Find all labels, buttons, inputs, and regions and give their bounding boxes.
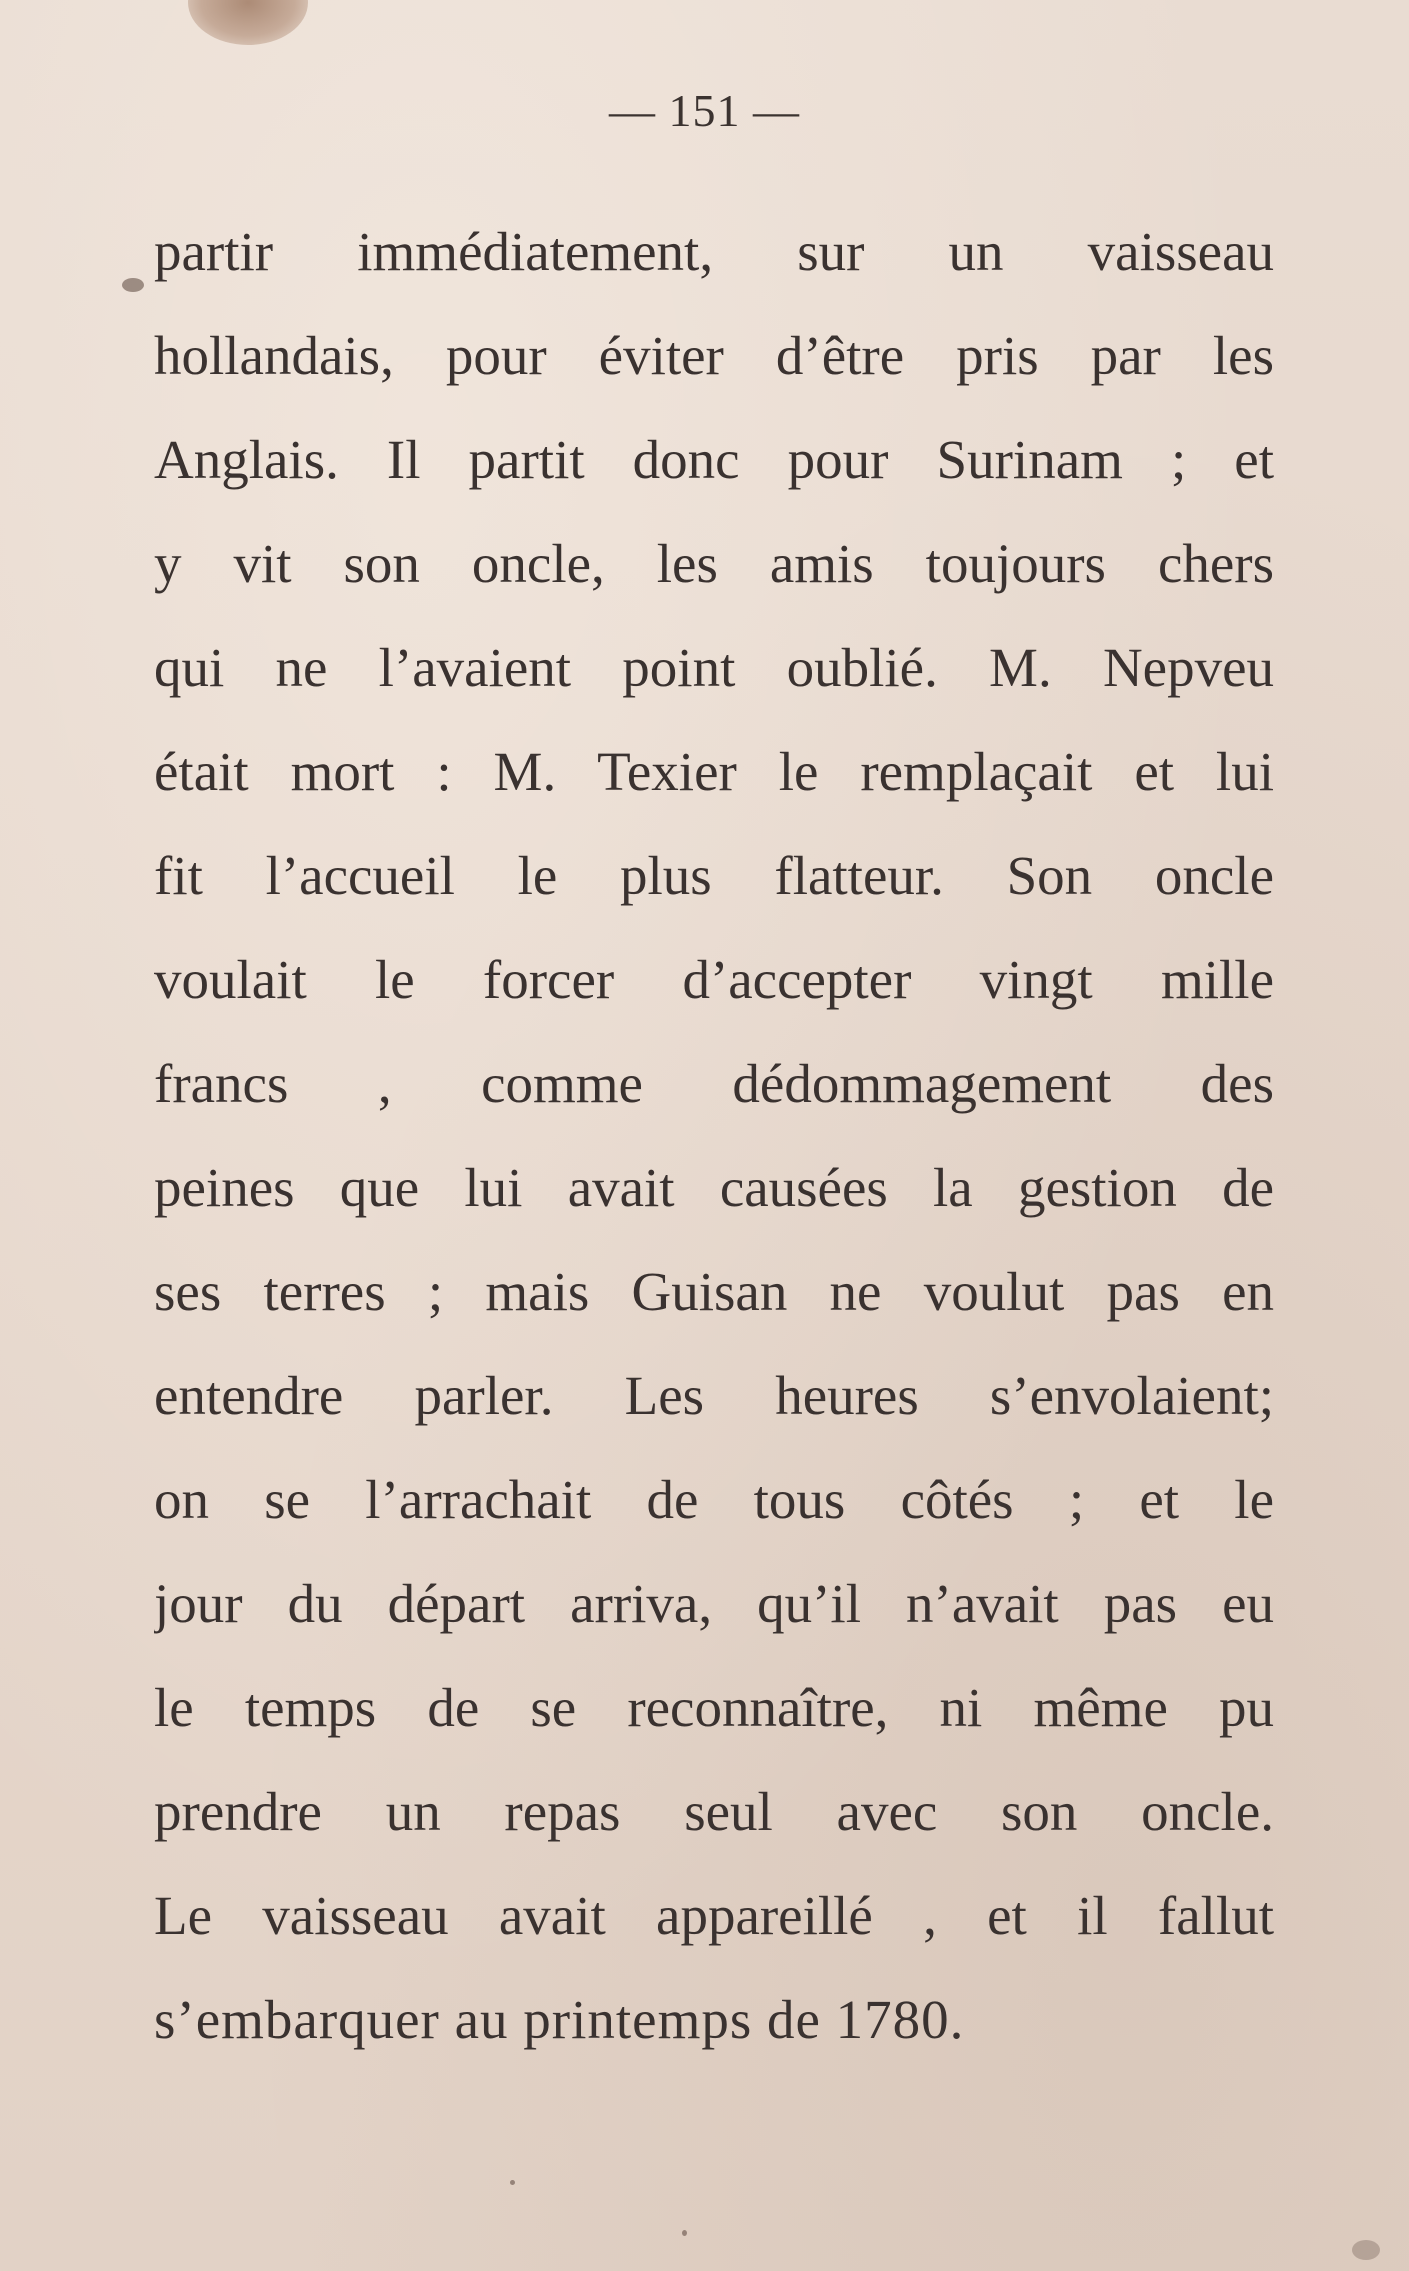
text-line: jour du départ arriva, qu’il n’avait pas eu	[154, 1573, 1274, 1634]
text-line: y vit son oncle, les amis toujours chers	[154, 533, 1274, 594]
paper-speck	[682, 2230, 687, 2236]
text-line-last: s’embarquer au printemps de 1780.	[154, 1989, 965, 2050]
text-line: Le vaisseau avait appareillé , et il fallut	[154, 1885, 1274, 1946]
text-line: on se l’arrachait de tous côtés ; et le	[154, 1469, 1274, 1530]
paper-speck	[1352, 2240, 1380, 2260]
page-number: — 151 —	[609, 85, 800, 136]
paper-stain	[188, 0, 308, 45]
text-line: hollandais, pour éviter d’être pris par les	[154, 325, 1274, 386]
text-line: francs , comme dédommagement des	[154, 1053, 1274, 1114]
text-line: peines que lui avait causées la gestion de	[154, 1157, 1274, 1218]
text-line: prendre un repas seul avec son oncle.	[154, 1781, 1274, 1842]
body-text	[154, 200, 1274, 2072]
text-line: qui ne l’avaient point oublié. M. Nepveu	[154, 637, 1274, 698]
paper-speck	[122, 278, 144, 292]
text-line: fit l’accueil le plus flatteur. Son oncle	[154, 845, 1274, 906]
text-line: Anglais. Il partit donc pour Surinam ; et	[154, 429, 1274, 490]
text-line: était mort : M. Texier le remplaçait et lui	[154, 741, 1274, 802]
text-line: partir immédiatement, sur un vaisseau	[154, 221, 1274, 282]
text-line: le temps de se reconnaître, ni même pu	[154, 1677, 1274, 1738]
text-line: entendre parler. Les heures s’envolaient;	[154, 1365, 1274, 1426]
text-line: ses terres ; mais Guisan ne voulut pas en	[154, 1261, 1274, 1322]
paper-speck	[510, 2180, 515, 2185]
text-line: voulait le forcer d’accepter vingt mille	[154, 949, 1274, 1010]
